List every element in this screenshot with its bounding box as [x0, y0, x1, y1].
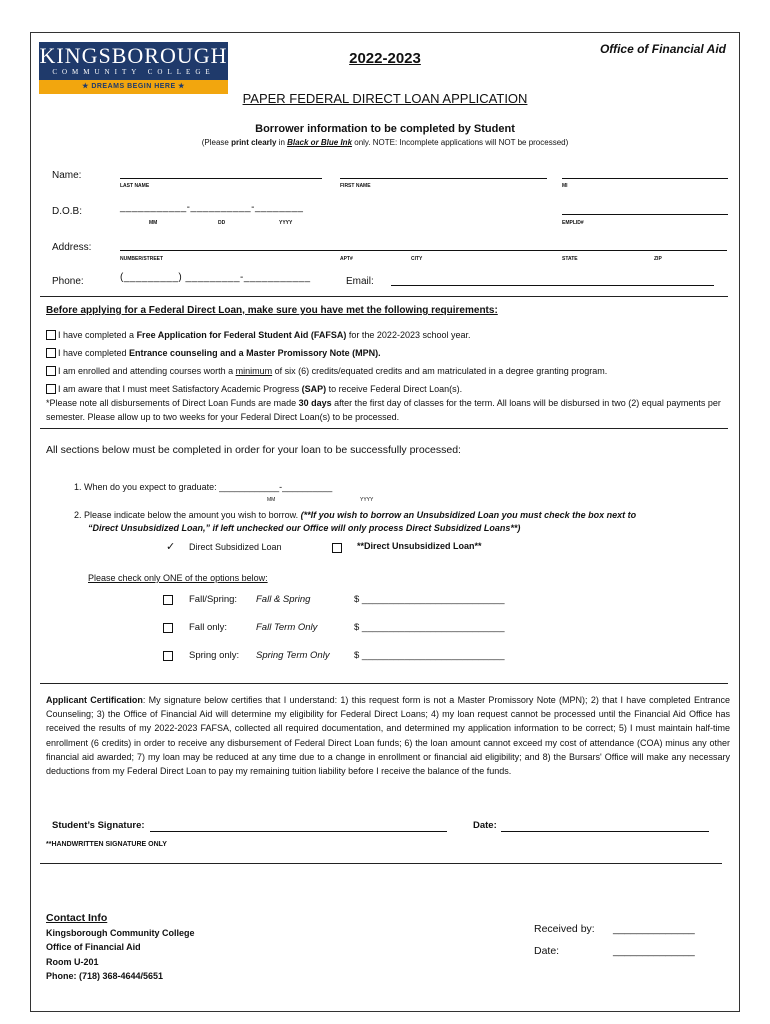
fall-spring-label: Fall/Spring: — [189, 594, 238, 605]
logo-tagline: ★ DREAMS BEGIN HERE ★ — [39, 80, 228, 94]
direct-unsubsidized-label: **Direct Unsubsidized Loan** — [357, 541, 482, 551]
form-subtitle: Borrower information to be completed by Student — [255, 123, 515, 135]
date-label: Date: — [473, 820, 497, 831]
mm-caption: MM — [149, 220, 158, 226]
first-name-field[interactable] — [340, 178, 547, 179]
grad-yyyy-caption: YYYY — [360, 497, 374, 503]
unsubsidized-checkbox[interactable] — [332, 543, 342, 553]
fall-only-checkbox[interactable] — [163, 623, 173, 633]
requirement-sap[interactable]: I am aware that I must meet Satisfactory Academic Progress (SAP) to receive Federal Direct Loan(s). — [46, 384, 462, 394]
last-name-field[interactable] — [120, 178, 322, 179]
contact-college: Kingsborough Community College — [46, 928, 195, 938]
spring-only-checkbox[interactable] — [163, 651, 173, 661]
yyyy-caption: YYYY — [279, 220, 293, 226]
requirement-counseling[interactable]: I have completed Entrance counseling and a Master Promissory Note (MPN). — [46, 348, 381, 358]
received-date-label: Date: — [534, 945, 560, 957]
signature-date-field[interactable] — [501, 831, 709, 832]
form-title: PAPER FEDERAL DIRECT LOAN APPLICATION — [242, 91, 528, 106]
address-field[interactable] — [120, 250, 727, 251]
contact-office: Office of Financial Aid — [46, 942, 141, 952]
fall-spring-amount[interactable]: $ ___________________________ — [354, 594, 505, 605]
emplid-caption: EMPLID# — [562, 220, 584, 226]
received-by-field[interactable]: ______________ — [613, 923, 695, 935]
contact-heading: Contact Info — [46, 912, 108, 924]
last-name-caption: LAST NAME — [120, 183, 150, 189]
fall-only-term: Fall Term Only — [256, 622, 318, 633]
contact-phone: Phone: (718) 368-4644/5651 — [46, 971, 164, 981]
fall-only-amount[interactable]: $ ___________________________ — [354, 622, 505, 633]
apt-caption: APT# — [340, 256, 353, 262]
requirement-fafsa[interactable]: I have completed a Free Application for Federal Student Aid (FAFSA) for the 2022-2023 school year. — [46, 330, 471, 340]
spring-only-label: Spring only: — [189, 650, 240, 661]
amount-question: 2. Please indicate below the amount you wish to borrow. (**If you wish to borrow an Unsubsidized Loan you must check the box next to — [74, 510, 637, 520]
check-mark-icon[interactable]: ✓ — [166, 541, 176, 553]
address-label: Address: — [52, 242, 92, 253]
first-name-caption: FIRST NAME — [340, 183, 371, 189]
mi-field[interactable] — [562, 178, 728, 179]
amount-question-cont: “Direct Unsubsidized Loan,” if left unchecked our Office will only process Direct Subsidized Loans**) — [88, 523, 521, 533]
phone-label: Phone: — [52, 276, 84, 287]
checkbox[interactable] — [46, 384, 56, 394]
ink-note: (Please print clearly in Black or Blue Ink only. NOTE: Incomplete applications will NOT be processed) — [201, 138, 569, 147]
email-label: Email: — [346, 276, 374, 287]
disbursement-note: *Please note all disbursements of Direct Loan Funds are made 30 days after the first day of classes for the term. All loans will be disbursed in two (2) equal payments per semester. Please allow up to two weeks for your Federal Direct Loan(s) to be processed. — [46, 398, 721, 422]
college-logo — [39, 42, 228, 94]
received-by-label: Received by: — [534, 923, 595, 935]
dd-caption: DD — [218, 220, 226, 226]
graduation-question[interactable]: 1. When do you expect to graduate: ____________-__________ — [74, 482, 333, 492]
checkbox[interactable] — [46, 348, 56, 358]
check-one-note: Please check only ONE of the options below: — [88, 573, 268, 583]
phone-field[interactable]: (_________) _________-___________ — [120, 272, 311, 283]
state-caption: STATE — [562, 256, 578, 262]
requirement-enrollment[interactable]: I am enrolled and attending courses worth a minimum of six (6) credits/equated credits and am matriculated in a degree granting program. — [46, 366, 607, 376]
divider — [40, 428, 728, 429]
emplid-field[interactable] — [562, 214, 728, 215]
street-caption: NUMBER/STREET — [120, 256, 164, 262]
signature-label: Student’s Signature: — [52, 820, 145, 831]
divider — [40, 296, 728, 297]
fall-spring-checkbox[interactable] — [163, 595, 173, 605]
divider — [40, 863, 722, 864]
contact-room: Room U-201 — [46, 957, 99, 967]
signature-field[interactable] — [150, 831, 447, 832]
grad-mm-caption: MM — [267, 497, 276, 503]
city-caption: CITY — [411, 256, 423, 262]
applicant-certification: Applicant Certification: My signature below certifies that I understand: 1) this request form is not a Master Promissory Note (MPN); 2) that I have completed Entrance Counseling; 3) the Office of Financial Aid will determine my eligibility for Federal Direct Loans; 4) my loan request cannot be processed until the Financial Aid Office has received the results of my 2022-2023 FAFSA, collected all required documentation, and determined my application information to be correct; 5) I must maintain half-time enrollment (6 credits) in order to receive any disbursement of Federal Direct Loan funds; 6) the loan amount cannot exceed my cost of attendance (COA) minus any other financial aid awarded; 7) my loan may be reduced at any time due to a change in enrollment or financial aid eligibility; and 8) the Bursars' Office will make any necessary deductions from my Federal Direct Loan to pay my remaining tuition liability before I receive the balance of the funds. — [46, 695, 730, 777]
fall-spring-term: Fall & Spring — [256, 594, 311, 605]
logo-subtitle: COMMUNITY COLLEGE — [52, 68, 215, 76]
divider — [40, 683, 728, 684]
name-label: Name: — [52, 170, 82, 181]
fall-only-label: Fall only: — [189, 622, 228, 633]
mi-caption: MI — [562, 183, 568, 189]
logo-name: KINGSBOROUGH — [39, 43, 228, 68]
checkbox[interactable] — [46, 366, 56, 376]
direct-subsidized-label: Direct Subsidized Loan — [189, 542, 282, 552]
dob-label: D.O.B: — [52, 206, 83, 217]
page-border — [30, 32, 740, 1012]
office-name: Office of Financial Aid — [599, 42, 726, 56]
requirements-heading: Before applying for a Federal Direct Loan, make sure you have met the following requirements: — [46, 305, 498, 316]
zip-caption: ZIP — [654, 256, 662, 262]
spring-only-amount[interactable]: $ ___________________________ — [354, 650, 505, 661]
form-year: 2022-2023 — [349, 50, 421, 67]
received-date-field[interactable]: ______________ — [613, 945, 695, 957]
checkbox[interactable] — [46, 330, 56, 340]
handwritten-note: **HANDWRITTEN SIGNATURE ONLY — [46, 841, 167, 848]
dob-field[interactable]: ___________-__________-________ — [120, 202, 304, 213]
spring-only-term: Spring Term Only — [256, 650, 330, 661]
email-field[interactable] — [391, 285, 714, 286]
all-sections-note: All sections below must be completed in order for your loan to be successfully processed: — [46, 444, 461, 456]
